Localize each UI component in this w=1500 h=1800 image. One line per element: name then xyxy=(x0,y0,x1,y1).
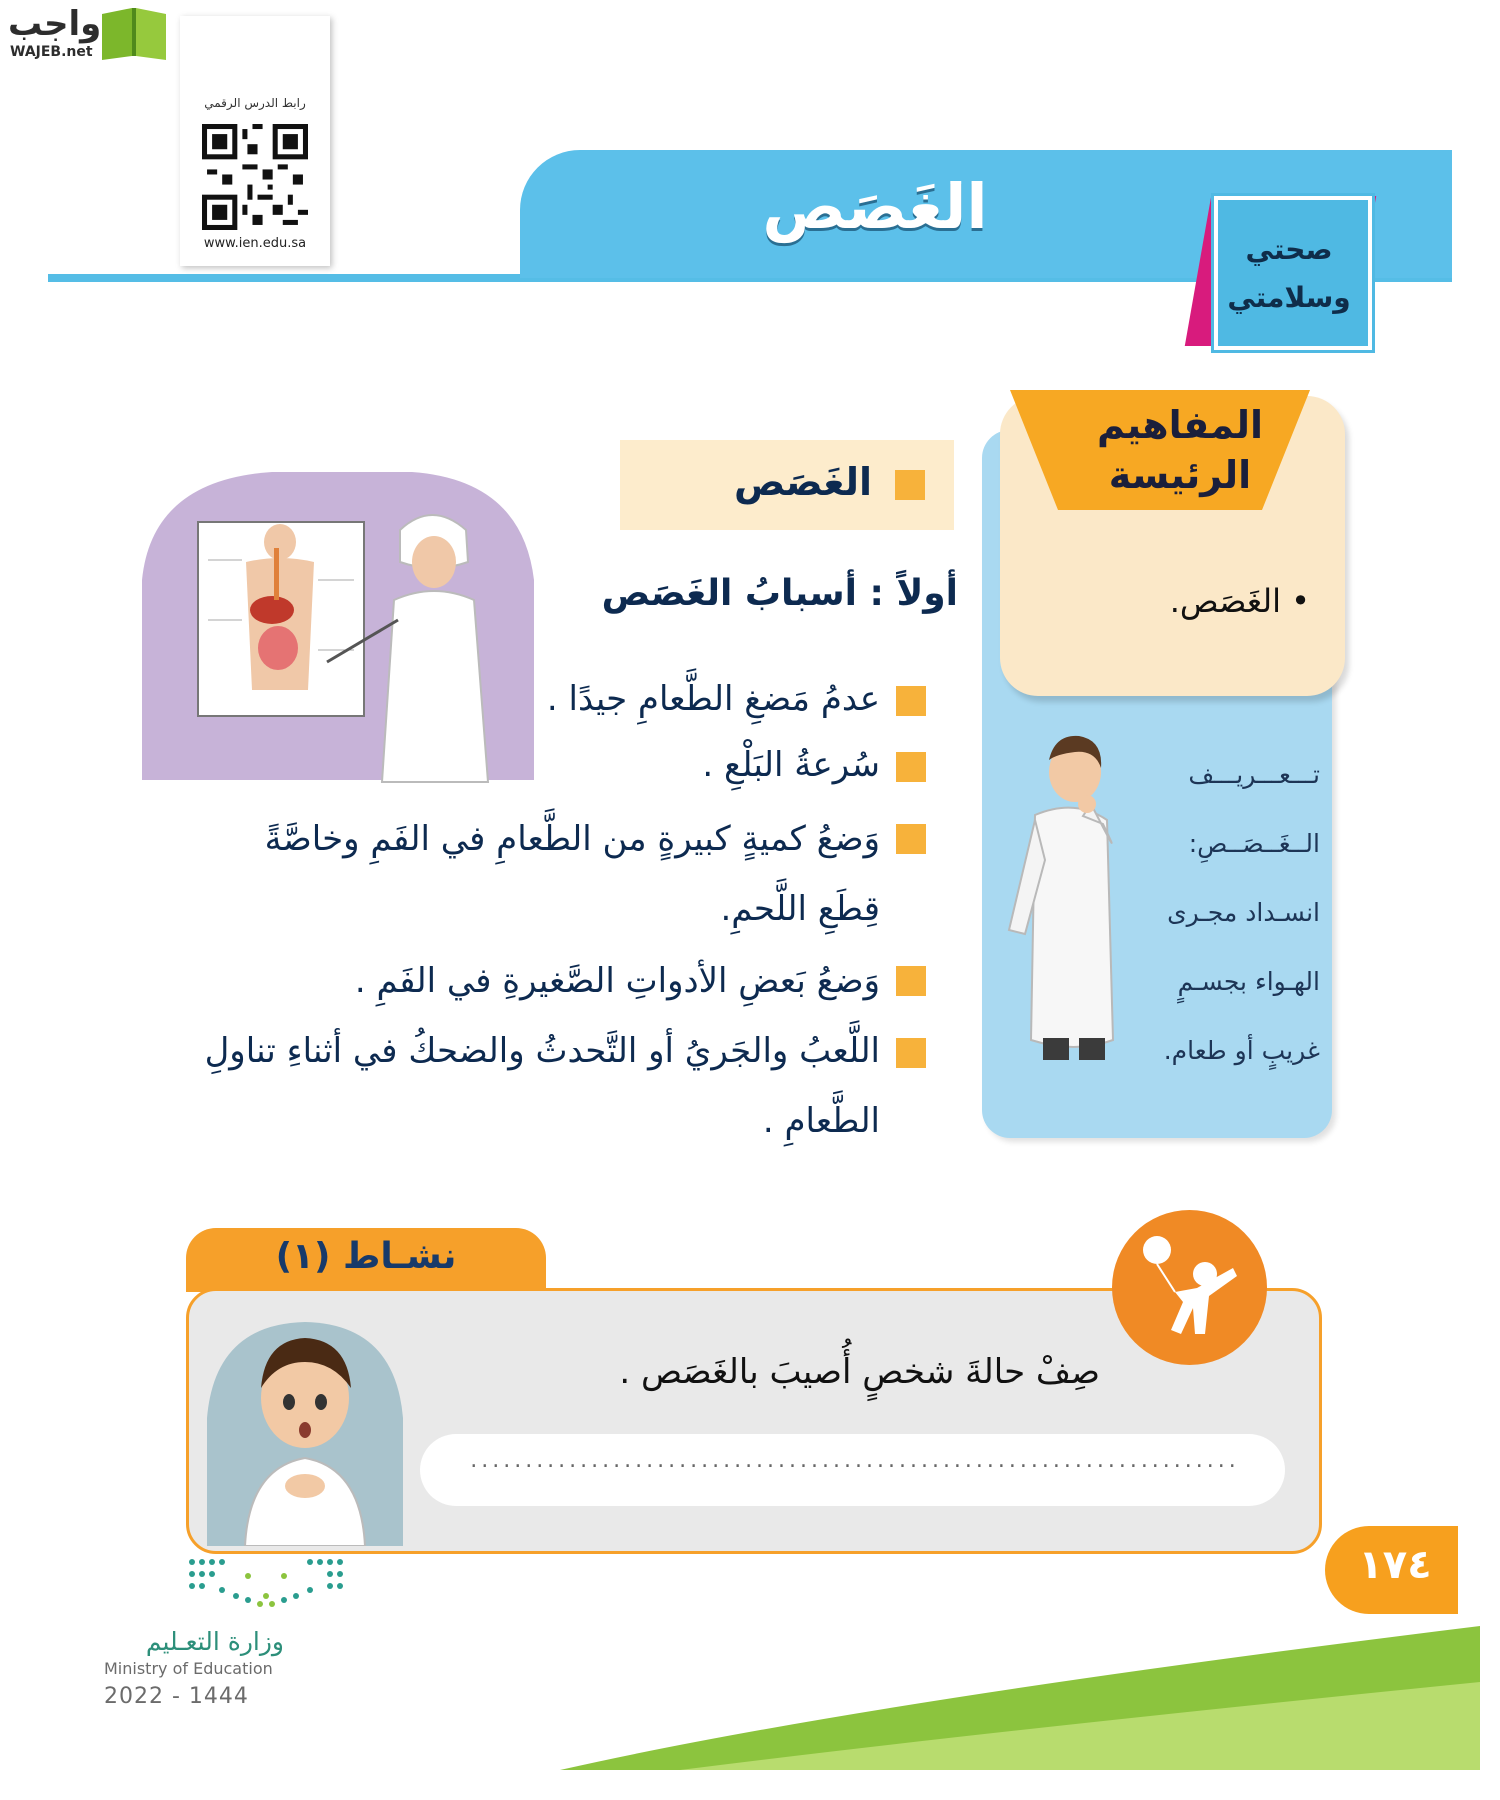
definition-line: الــغَــصَــصِ: xyxy=(1188,829,1320,858)
qr-url[interactable]: www.ien.edu.sa xyxy=(203,236,307,251)
balloon-child-icon xyxy=(1135,1230,1245,1345)
unit-title xyxy=(1214,226,1364,322)
choking-man-illustration xyxy=(995,720,1120,1090)
ministry-name-english: Ministry of Education xyxy=(104,1659,273,1678)
definition-text xyxy=(1110,740,1320,1085)
lesson-title: الغَصَص xyxy=(762,170,988,243)
heading-bullet-icon xyxy=(895,470,925,500)
unit-title-line1: صحتي xyxy=(1245,233,1333,266)
list-item: وَضعُ بَعضِ الأدواتِ الصَّغيرةِ في الفَمِ . xyxy=(354,961,880,1001)
key-concept-item: • الغَصَص. xyxy=(1169,582,1310,620)
key-concepts-title-line2: الرئيسة xyxy=(1108,453,1252,497)
section-heading: الغَصَص xyxy=(733,460,872,504)
ministry-logo-icon xyxy=(186,1556,356,1612)
activity-question: صِفْ حالةَ شخصٍ أُصيبَ بالغَصَص . xyxy=(619,1352,1100,1392)
logo-latin: WAJEB.net xyxy=(10,44,93,60)
ministry-name-arabic: وزارة التعـليم xyxy=(145,1627,284,1656)
answer-dots: ...................................................................... xyxy=(470,1448,1240,1473)
qr-code-icon[interactable] xyxy=(202,124,308,230)
list-item: اللَّعبُ والجَريُ أو التَّحدثُ والضحكُ في أثناءِ تناولِ الطَّعامِ . xyxy=(204,1031,880,1141)
definition-line: الهـواء بجسـمٍ xyxy=(1177,967,1320,996)
qr-caption: رابط الدرس الرقمي xyxy=(204,96,306,110)
worried-boy-illustration xyxy=(205,1318,405,1546)
bullet-square-icon xyxy=(896,966,926,996)
page-number: ١٧٤ xyxy=(1358,1542,1432,1588)
key-concepts-title xyxy=(1060,400,1300,500)
definition-line: غريبٍ أو طعام. xyxy=(1163,1036,1320,1065)
bullet-square-icon xyxy=(896,1038,926,1068)
causes-heading: أولاً : أسبابُ الغَصَص xyxy=(601,573,958,614)
list-item: سُرعةُ البَلْعِ . xyxy=(702,745,880,785)
footer-wave xyxy=(560,1622,1480,1770)
activity-title: نشـاط (١) xyxy=(275,1236,457,1277)
bullet-square-icon xyxy=(896,824,926,854)
definition-line: انسـداد مجـرى xyxy=(1167,898,1320,927)
ministry-year: 2022 - 1444 xyxy=(104,1684,249,1709)
key-concepts-title-line1: المفاهيم xyxy=(1096,403,1264,447)
logo-arabic: واجب xyxy=(8,4,102,44)
list-item: عدمُ مَضغِ الطَّعامِ جيدًا . xyxy=(546,679,880,719)
definition-line: تـــعـــريـــف xyxy=(1188,760,1320,789)
bullet-square-icon xyxy=(896,686,926,716)
list-item: وَضعُ كميةٍ كبيرةٍ من الطَّعامِ في الفَمِ وخاصَّةً قِطَعِ اللَّحمِ. xyxy=(264,819,880,929)
unit-title-line2: وسلامتي xyxy=(1227,281,1351,314)
book-icon xyxy=(98,4,170,60)
bullet-square-icon xyxy=(896,752,926,782)
